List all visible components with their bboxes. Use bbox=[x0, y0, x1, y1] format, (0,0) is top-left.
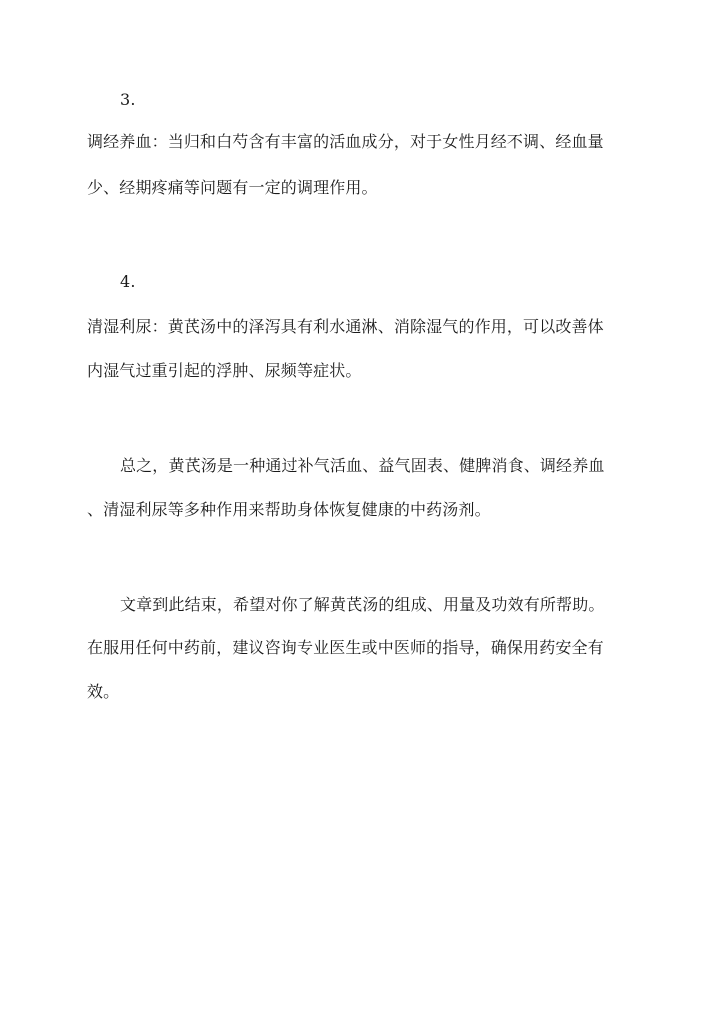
section-number: 4. bbox=[120, 272, 136, 291]
paragraph-line: 效。 bbox=[87, 682, 120, 701]
paragraph-line: 文章到此结束，希望对你了解黄芪汤的组成、用量及功效有所帮助。 bbox=[120, 595, 605, 614]
paragraph-line: 内湿气过重引起的浮肿、尿频等症状。 bbox=[87, 361, 362, 380]
paragraph-line: 少、经期疼痛等问题有一定的调理作用。 bbox=[87, 178, 378, 197]
paragraph-line: 总之，黄芪汤是一种通过补气活血、益气固表、健脾消食、调经养血 bbox=[120, 456, 605, 475]
paragraph-line: 调经养血：当归和白芍含有丰富的活血成分，对于女性月经不调、经血量 bbox=[87, 132, 604, 151]
paragraph-line: 、清湿利尿等多种作用来帮助身体恢复健康的中药汤剂。 bbox=[87, 500, 491, 519]
paragraph-line: 清湿利尿：黄芪汤中的泽泻具有利水通淋、消除湿气的作用，可以改善体 bbox=[87, 317, 604, 336]
section-number: 3. bbox=[120, 90, 136, 109]
paragraph-line: 在服用任何中药前，建议咨询专业医生或中医师的指导，确保用药安全有 bbox=[87, 638, 604, 657]
